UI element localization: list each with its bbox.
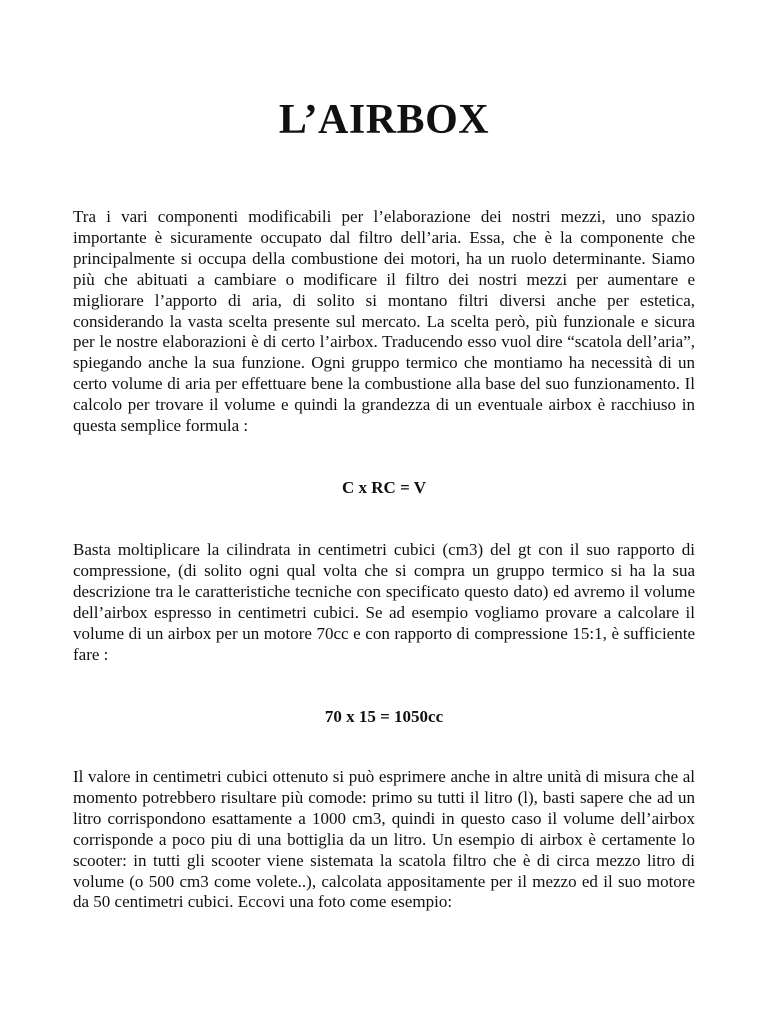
explanation-paragraph: Basta moltiplicare la cilindrata in centimetri cubici (cm3) del gt con il suo rapporto di compressione, (di solito ogni qual volta che si compra un gruppo termico si ha la sua descrizione tra le caratteristiche tecniche con specificato questo dato) ed avremo il volume dell’airbox espresso in centimetri cubici. Se ad esempio vogliamo provare a calcolare il volume di un airbox per un motore 70cc e con rapporto di compressione 15:1, è sufficiente fare : bbox=[73, 540, 695, 664]
page-title: L’AIRBOX bbox=[278, 97, 490, 143]
formula-example: 70 x 15 = 1050cc bbox=[324, 707, 444, 726]
intro-paragraph: Tra i vari componenti modificabili per l’elaborazione dei nostri mezzi, uno spazio importante è sicuramente occupato dal filtro dell’aria. Essa, che è la componente che principalmente si occupa della combustione dei motori, ha un ruolo determinante. Siamo più che abituati a cambiare o modificare il filtro dei nostri mezzi per aumentare e migliorare l’apporto di aria, di solito si montano filtri diversi anche per estetica, considerando la vasta scelta presente sul mercato. La scelta però, più funzionale e sicura per le nostre elaborazioni è di certo l’airbox. Traducendo esso vuol dire “scatola dell’aria”, spiegando anche la sua funzione. Ogni gruppo termico che montiamo ha necessità di un certo volume di aria per effettuare bene la combustione alla base del suo funzionamento. Il calcolo per trovare il volume e quindi la grandezza di un eventuale airbox è racchiuso in questa semplice formula : bbox=[73, 207, 695, 436]
conclusion-paragraph: Il valore in centimetri cubici ottenuto si può esprimere anche in altre unità di misura che al momento potrebbero risultare più comode: primo su tutti il litro (l), basti sapere che ad un litro corrispondono esattamente a 1000 cm3, quindi in questo caso il volume dell’airbox corrisponde a poco piu di una bottiglia da un litro. Un esempio di airbox è certamente lo scooter: in tutti gli scooter viene sistemata la scatola filtro che è di circa mezzo litro di volume (o 500 cm3 come volete..), calcolata appositamente per il mezzo ed il suo motore da 50 centimetri cubici. Eccovi una foto come esempio: bbox=[73, 767, 695, 912]
formula-volume: C x RC = V bbox=[342, 478, 426, 497]
